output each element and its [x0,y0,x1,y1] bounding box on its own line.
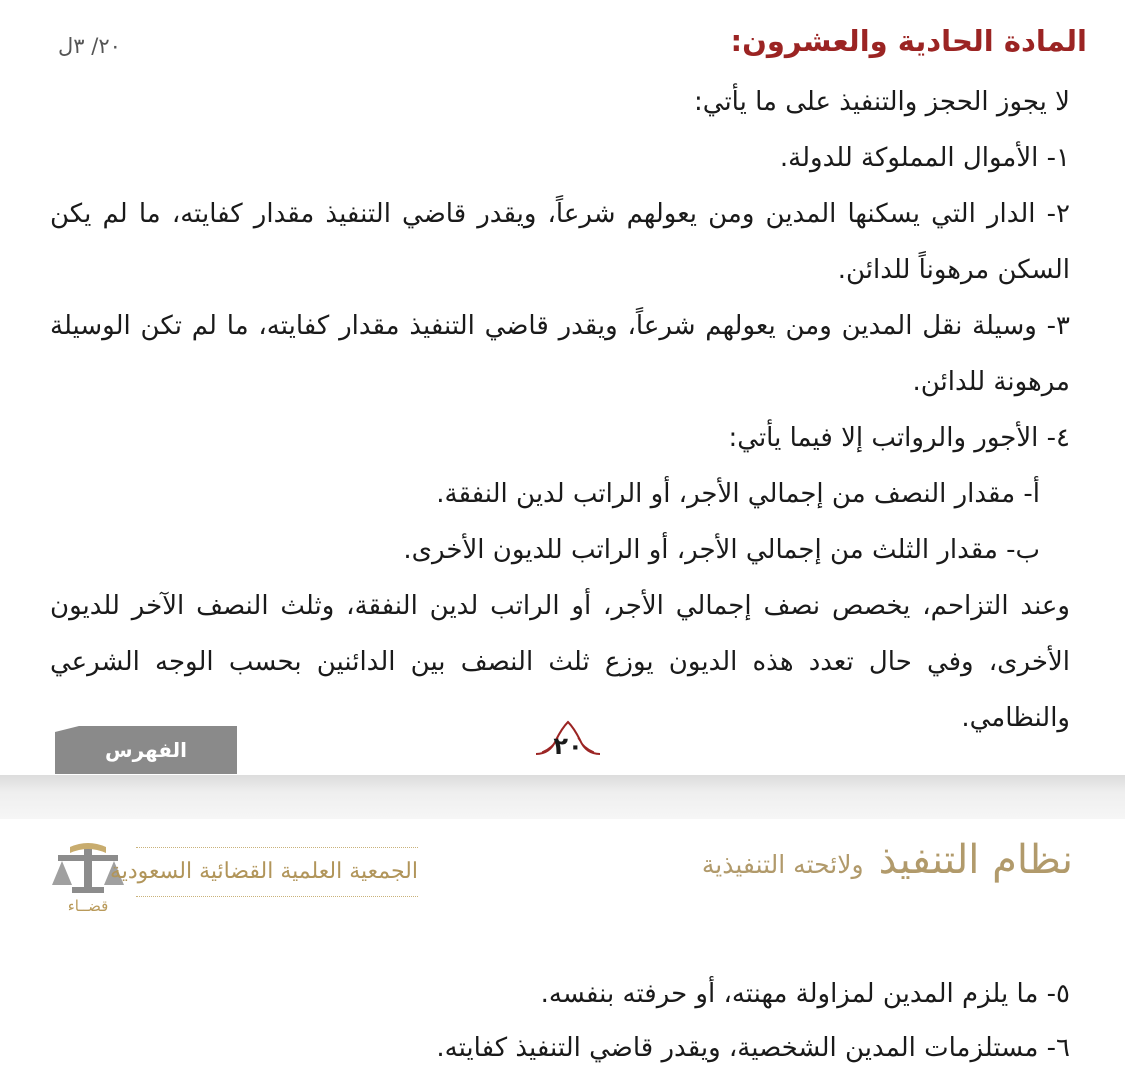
page-divider [0,775,1125,819]
index-button-label: الفهرس [104,738,187,762]
paragraph-item-1: ١- الأموال المملوكة للدولة. [779,143,1070,173]
system-title-sub: ولائحته التنفيذية [701,850,864,879]
paragraph-item-4: ٤- الأجور والرواتب إلا فيما يأتي: [728,423,1070,453]
page-number [528,708,608,768]
document-page-bottom [0,819,1125,1064]
paragraph-item-4b: ب- مقدار الثلث من إجمالي الأجر، أو الراتب للديون الأخرى. [403,535,1040,565]
article-heading: المادة الحادية والعشرون: [730,24,1087,58]
paragraph-item-6: ٦- مستلزمات المدين الشخصية، ويقدر قاضي التنفيذ كفايته. [436,1033,1070,1063]
article-body [50,74,1070,746]
association-name: الجمعية العلمية القضائية السعودية [136,847,418,897]
paragraph-closing: وعند التزاحم، يخصص نصف إجمالي الأجر، أو الراتب لدين النفقة، وثلث النصف الآخر للديون الأخرى، وفي حال تعدد هذه الديون يوزع ثلث النصف بين الدائنين بحسب الوجه الشرعي والنظامي. [50,591,1070,733]
paragraph-item-4a: أ- مقدار النصف من إجمالي الأجر، أو الراتب لدين النفقة. [436,479,1040,509]
index-button[interactable] [55,726,237,774]
paragraph-item-3: ٣- وسيلة نقل المدين ومن يعولهم شرعاً، ويقدر قاضي التنفيذ مقدار كفايته، ما لم تكن الوسيلة مرهونة للدائن. [50,311,1070,397]
paragraph-item-2: ٢- الدار التي يسكنها المدين ومن يعولهم شرعاً، ويقدر قاضي التنفيذ مقدار كفايته، ما لم يكن السكن مرهوناً للدائن. [50,199,1070,285]
system-title-main: نظام التنفيذ [878,837,1073,883]
page-number-text: ٢٠ [553,732,583,760]
paragraph-item-5: ٥- ما يلزم المدين لمزاولة مهنته، أو حرفته بنفسه. [540,979,1070,1009]
continued-body [50,967,1070,1075]
paragraph-intro: لا يجوز الحجز والتنفيذ على ما يأتي: [694,87,1070,117]
system-title [702,837,1073,917]
logo-word: قضــاء [67,897,109,915]
page-reference: ٢٠/ ٣ل [58,34,121,58]
